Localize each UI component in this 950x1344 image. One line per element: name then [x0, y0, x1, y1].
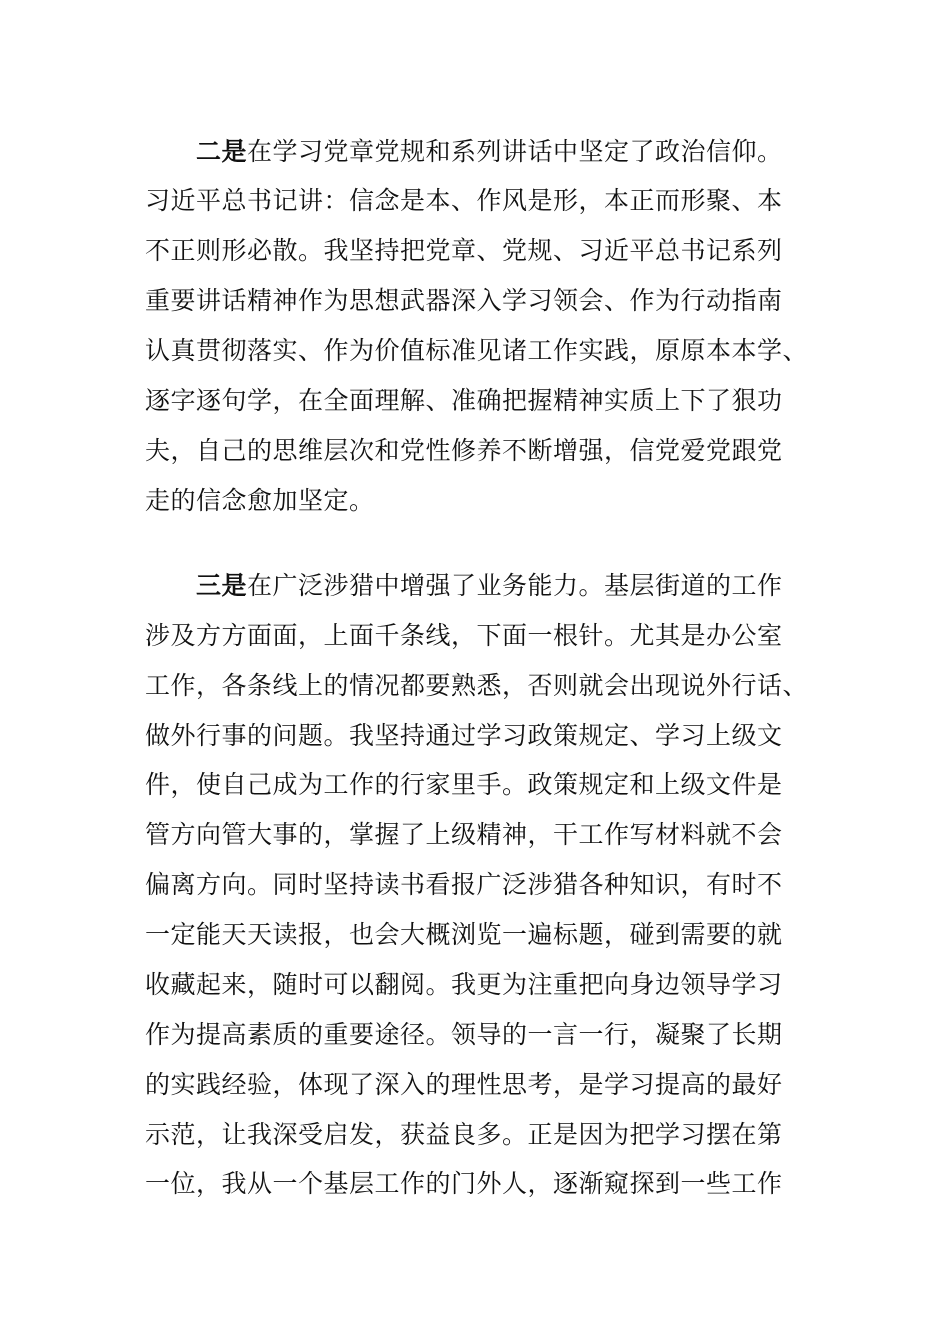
paragraph-3-line-6: 管方向管大事的，掌握了上级精神，干工作写材料就不会: [145, 820, 783, 849]
paragraph-2-line-1: [196, 135, 846, 169]
paragraph-3-line-1: [196, 569, 846, 603]
paragraph-3-line-9: 收藏起来，随时可以翻阅。我更为注重把向身边领导学习: [145, 970, 783, 999]
paragraph-3-line-1-text: 在广泛涉猎中增强了业务能力。基层街道的工作: [247, 571, 783, 600]
paragraph-3-line-12: 示范，让我深受启发，获益良多。正是因为把学习摆在第: [145, 1120, 783, 1149]
paragraph-2-line-8: 走的信念愈加坚定。: [145, 486, 375, 515]
paragraph-3-line-4: 做外行事的问题。我坚持通过学习政策规定、学习上级文: [145, 721, 783, 750]
paragraph-3-line-13: 一位，我从一个基层工作的门外人，逐渐窥探到一些工作: [145, 1169, 783, 1198]
paragraph-3-line-10: 作为提高素质的重要途径。领导的一言一行，凝聚了长期: [145, 1020, 783, 1049]
paragraph-3-line-5: 件，使自己成为工作的行家里手。政策规定和上级文件是: [145, 770, 783, 799]
paragraph-2-lead: 二是: [196, 137, 248, 166]
paragraph-3-lead: 三是: [196, 571, 248, 600]
paragraph-2-line-7: 夫，自己的思维层次和党性修养不断增强，信党爱党跟党: [145, 436, 783, 465]
paragraph-2-line-6: 逐字逐句学，在全面理解、准确把握精神实质上下了狠功: [145, 386, 783, 415]
paragraph-3-line-2: 涉及方方面面，上面千条线，下面一根针。尤其是办公室: [145, 621, 783, 650]
paragraph-2-line-4: 重要讲话精神作为思想武器深入学习领会、作为行动指南: [145, 286, 783, 315]
paragraph-2-line-1-text: 在学习党章党规和系列讲话中坚定了政治信仰。: [247, 137, 783, 166]
paragraph-3-line-3: 工作，各条线上的情况都要熟悉，否则就会出现说外行话、: [145, 671, 809, 700]
paragraph-3-line-8: 一定能天天读报，也会大概浏览一遍标题，碰到需要的就: [145, 920, 783, 949]
paragraph-3-line-11: 的实践经验，体现了深入的理性思考，是学习提高的最好: [145, 1070, 783, 1099]
paragraph-2-line-5: 认真贯彻落实、作为价值标准见诸工作实践，原原本本学、: [145, 336, 809, 365]
paragraph-3-line-7: 偏离方向。同时坚持读书看报广泛涉猎各种知识，有时不: [145, 870, 783, 899]
paragraph-2-line-2: 习近平总书记讲：信念是本、作风是形，本正而形聚、本: [145, 186, 783, 215]
paragraph-2-line-3: 不正则形必散。我坚持把党章、党规、习近平总书记系列: [145, 236, 783, 265]
